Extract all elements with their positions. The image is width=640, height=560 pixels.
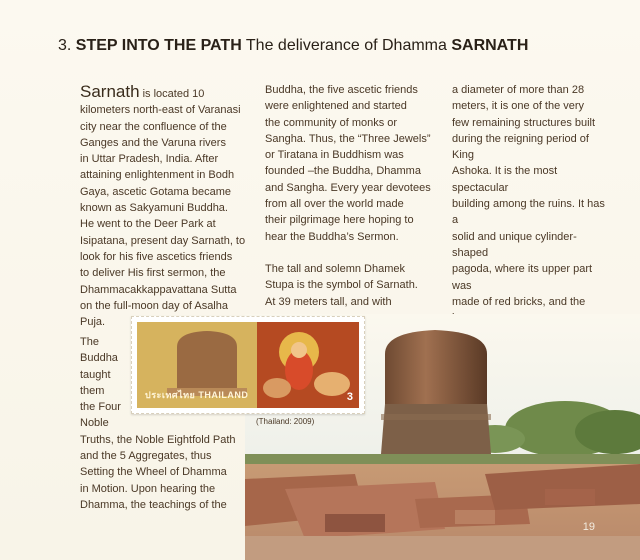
paragraph-line: look for his five ascetics friends: [80, 250, 233, 263]
paragraph-line: them: [80, 384, 105, 397]
paragraph-line: Isipatana, present day Sarnath, to: [80, 234, 246, 247]
stamp-image: [137, 322, 359, 408]
paragraph-line: kilometers north-east of Varanasi: [80, 104, 241, 117]
paragraph-line: from all over the world made: [265, 198, 404, 211]
paragraph-line: building among the ruins. It has a: [452, 198, 605, 227]
paragraph-line: He went to the Deer Park at: [80, 218, 216, 231]
text-column-1: [80, 84, 252, 330]
paragraph-line: hear the Buddha’s Sermon.: [265, 230, 399, 243]
section-heading: [58, 37, 528, 55]
stamp-value: 3: [346, 391, 353, 403]
paragraph-line: Setting the Wheel of Dhamma: [80, 466, 227, 479]
paragraph-line: Buddha: [80, 352, 118, 365]
paragraph-line: Sarnath is located 10: [80, 82, 205, 101]
text-column-2: [265, 82, 437, 310]
paragraph-line: in Motion. Upon hearing the: [80, 482, 216, 495]
paragraph-line: Ashoka. It is the most spectacular: [452, 165, 558, 194]
drop-word: Sarnath: [80, 82, 140, 101]
paragraph-line: The tall and solemn Dhamek: [265, 262, 406, 275]
section-number: 3.: [58, 37, 72, 54]
paragraph-line: solid and unique cylinder-shaped: [452, 230, 577, 259]
paragraph-line: were enlightened and started: [265, 100, 407, 113]
paragraph-line: Dhammacakkappavattana Sutta: [80, 283, 237, 296]
paragraph-line: the community of monks or: [265, 116, 398, 129]
paragraph-line: on the full-moon day of Asalha: [80, 299, 228, 312]
section-title-regular: The deliverance of Dhamma: [245, 37, 447, 54]
thai-postage-stamp: [131, 316, 365, 414]
paragraph-line: their pilgrimage here hoping to: [265, 214, 414, 227]
paragraph-line: taught: [80, 368, 111, 381]
section-title-bold: STEP INTO THE PATH: [75, 37, 242, 54]
paragraph-line: known as Sakyamuni Buddha.: [80, 202, 228, 215]
paragraph-line: Gaya, ascetic Gotama became: [80, 185, 232, 198]
paragraph-line: Dhamma, the teachings of the: [80, 498, 227, 511]
paragraph-line: Puja.: [80, 316, 106, 329]
paragraph-line: Sangha. Thus, the “Three Jewels”: [265, 132, 431, 145]
paragraph-line: Truths, the Noble Eightfold Path: [80, 433, 236, 446]
paragraph-line: pagoda, where its upper part was: [452, 263, 593, 292]
paragraph-line: founded –the Buddha, Dhamma: [265, 165, 421, 178]
paragraph-line: in Uttar Pradesh, India. After: [80, 153, 219, 166]
paragraph-line: city near the confluence of the: [80, 120, 227, 133]
paragraph-line: and the 5 Aggregates, thus: [80, 450, 212, 463]
paragraph-line: [265, 245, 437, 261]
page-number: 19: [582, 521, 595, 533]
paragraph-line: meters, it is one of the very: [452, 100, 585, 113]
section-title-place: SARNATH: [451, 37, 529, 54]
paragraph-line: the Four: [80, 401, 121, 414]
paragraph-line: At 39 meters tall, and with: [265, 295, 392, 308]
stamp-caption: (Thailand: 2009): [256, 417, 315, 426]
paragraph-line: Buddha, the five ascetic friends: [265, 84, 418, 96]
paragraph-line: Noble: [80, 417, 109, 430]
paragraph-line: to deliver His first sermon, the: [80, 267, 226, 280]
paragraph-line: a diameter of more than 28: [452, 84, 585, 96]
paragraph-line: Ganges and the Varuna rivers: [80, 136, 226, 149]
stamp-country-label: ประเทศไทย THAILAND: [145, 390, 249, 400]
paragraph-line: and Sangha. Every year devotees: [265, 181, 431, 194]
paragraph-line: during the reigning period of King: [452, 132, 589, 162]
paragraph-line: made of red bricks, and the: [452, 295, 586, 308]
paragraph-line: Stupa is the symbol of Sarnath.: [265, 279, 418, 292]
paragraph-line: few remaining structures built: [452, 116, 596, 129]
paragraph-line: attaining enlightenment in Bodh: [80, 169, 235, 182]
paragraph-line: or Tiratana in Buddhism was: [265, 149, 404, 162]
paragraph-line: The: [80, 336, 99, 348]
